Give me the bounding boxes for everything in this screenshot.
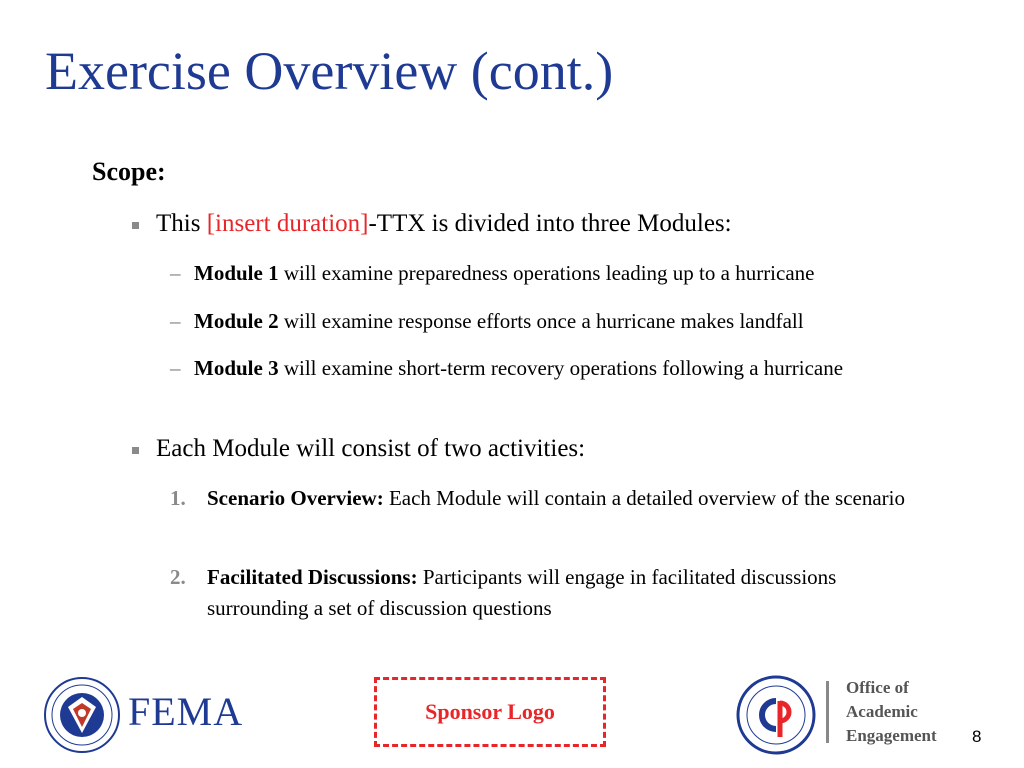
- bullet-text: Each Module will consist of two activities:: [156, 435, 586, 462]
- list-number: 1.: [170, 486, 186, 510]
- list-number: 2.: [170, 565, 186, 589]
- divider: [826, 681, 829, 743]
- dhs-seal-icon: [44, 677, 120, 753]
- duration-placeholder: [insert duration]: [206, 210, 369, 237]
- dash-bullet: –: [170, 309, 181, 333]
- office-academic-engagement-label: Office of Academic Engagement: [846, 678, 937, 745]
- fema-wordmark: FEMA: [128, 689, 244, 734]
- square-bullet-icon: [132, 447, 139, 454]
- dash-bullet: –: [170, 356, 181, 380]
- crp-logo-icon: [736, 675, 816, 755]
- bullet-text: This [insert duration]-TTX is divided into three Modules:: [156, 210, 732, 237]
- slide-title: Exercise Overview (cont.): [45, 41, 614, 101]
- page-number: 8: [972, 727, 982, 746]
- scope-heading: Scope:: [92, 157, 166, 186]
- sponsor-logo-placeholder: [374, 677, 606, 747]
- dash-bullet: –: [170, 261, 181, 285]
- square-bullet-icon: [132, 222, 139, 229]
- sponsor-logo-label: Sponsor Logo: [425, 699, 555, 724]
